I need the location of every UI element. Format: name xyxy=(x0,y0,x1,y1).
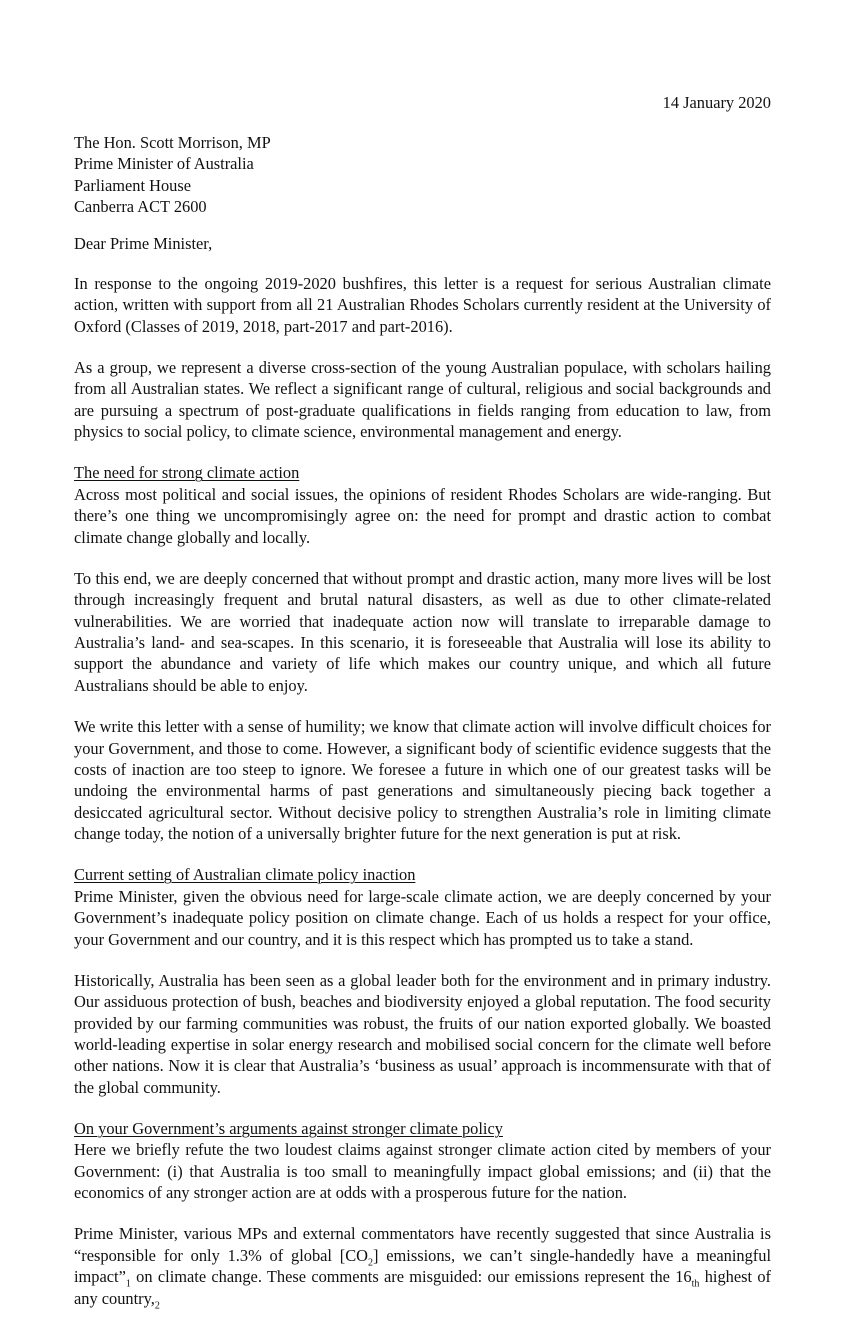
footnote-marker: 1 xyxy=(125,1278,131,1290)
section-heading: On your Government’s arguments against stronger climate policy xyxy=(74,1118,503,1138)
section-government-arguments xyxy=(74,1118,771,1204)
recipient-line: Canberra ACT 2600 xyxy=(74,197,207,217)
letter-date: 14 January 2020 xyxy=(662,93,771,112)
section-paragraph: Prime Minister, given the obvious need for large-scale climate action, we are deeply concerned by your Government’s inadequate policy position on climate change. Each of us holds a respect for your office, your Government and our country, and it is this respect which has prompted us to take a stand. xyxy=(74,886,771,949)
letter-body xyxy=(74,273,771,1329)
section-heading: Current setting of Australian climate policy inaction xyxy=(74,865,416,885)
section-heading: The need for strong climate action xyxy=(74,463,300,483)
section-paragraph: To this end, we are deeply concerned that without prompt and drastic action, many more lives will be lost through increasingly frequent and brutal natural disasters, as well as due to other climate-related vulnerabilities. We are worried that inadequate action now will translate to irreparable damage to Australia’s land- and sea-scapes. In this scenario, it is foreseeable that Australia will lose its ability to support the abundance and variety of life which makes our country unique, and which all future Australians should be able to enjoy. xyxy=(74,568,771,695)
intro-paragraph: In response to the ongoing 2019-2020 bushfires, this letter is a request for serious Australian climate action, written with support from all 21 Australian Rhodes Scholars currently resident at the University of Oxford (Classes of 2019, 2018, part-2017 and part-2016). xyxy=(74,274,771,336)
subscript-two: 2 xyxy=(368,1257,374,1269)
salutation: Dear Prime Minister, xyxy=(74,234,213,253)
footnote-marker: 2 xyxy=(154,1299,160,1311)
final-text: highest of any country, xyxy=(74,1267,771,1308)
recipient-line: Prime Minister of Australia xyxy=(74,154,254,174)
recipient-line: The Hon. Scott Morrison, MP xyxy=(74,133,271,152)
final-text: on climate change. These comments are misguided: our emissions represent the 16 xyxy=(130,1267,692,1287)
final-text: ] emissions, we can’t single-handedly have a meaningful impact” xyxy=(74,1245,771,1287)
section-paragraph: Here we briefly refute the two loudest claims against stronger climate action cited by members of your Government: (i) that Australia is too small to meaningfully impact global emissions; and (ii) that the economics of any stronger action are at odds with a prosperous future for the nation. xyxy=(74,1140,771,1203)
section-paragraph: We write this letter with a sense of humility; we know that climate action will involve difficult choices for your Government, and those to come. However, a significant body of scientific evidence suggests that the costs of inaction are too steep to ignore. We foresee a future in which one of our greatest tasks will be undoing the environmental harms of past generations and simultaneously piecing back together a desiccated agricultural sector. Without decisive policy to strengthen Australia’s role in limiting climate change today, the notion of a universally brighter future for the next generation is put at risk. xyxy=(74,717,771,844)
final-paragraph xyxy=(74,1223,771,1309)
section-paragraph: Across most political and social issues, the opinions of resident Rhodes Scholars are wide-ranging. But there’s one thing we uncompromisingly agree on: the need for prompt and drastic action to combat climate change globally and locally. xyxy=(74,484,771,547)
ordinal-suffix: th xyxy=(691,1278,700,1290)
intro-paragraph: As a group, we represent a diverse cross-section of the young Australian populace, with scholars hailing from all Australian states. We reflect a significant range of cultural, religious and social backgrounds and are pursuing a spectrum of post-graduate qualifications in fields ranging from education to law, from physics to social policy, to climate science, environmental management and energy. xyxy=(74,358,771,442)
section-paragraph: Historically, Australia has been seen as a global leader both for the environment and in primary industry. Our assiduous protection of bush, beaches and biodiversity enjoyed a global reputation. The food security provided by our farming communities was robust, the fruits of our nation exported globally. We boasted world-leading expertise in solar energy research and mobilised social concern for the climate well before other nations. Now it is clear that Australia’s ‘business as usual’ approach is incommensurate with that of the global community. xyxy=(74,970,771,1097)
section-policy-inaction xyxy=(74,864,771,1098)
section-climate-action xyxy=(74,462,771,844)
final-text: Prime Minister, various MPs and external commentators have recently suggested that since Australia is “responsible for only 1.3% of global [CO xyxy=(74,1224,771,1265)
recipient-address xyxy=(74,132,271,218)
recipient-line: Parliament House xyxy=(74,175,191,195)
